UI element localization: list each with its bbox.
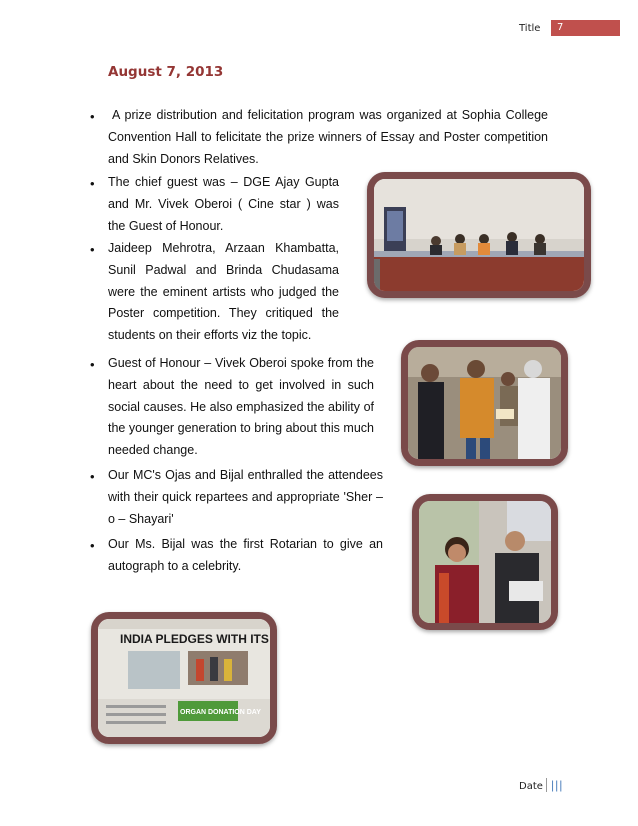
- newspaper-caption: ORGAN DONATION DAY: [180, 709, 261, 716]
- photo-award-handover: [401, 340, 568, 466]
- photo-newspaper-clipping: [91, 612, 277, 744]
- bullet-5: Our MC's Ojas and Bijal enthralled the attendees with their quick repartees and appropriate 'Sher – o – Shayari': [108, 468, 383, 526]
- bullet-icon: •: [90, 176, 95, 191]
- bullet-6: Our Ms. Bijal was the first Rotarian to give an autograph to a celebrity.: [108, 537, 383, 573]
- bullet-icon: •: [90, 538, 95, 553]
- bullet-icon: •: [90, 469, 95, 484]
- bullet-icon: •: [90, 242, 95, 257]
- header-title: Title: [519, 23, 541, 34]
- photo-stage-panel: [367, 172, 591, 298]
- bullet-2: The chief guest was – DGE Ajay Gupta and Mr. Vivek Oberoi ( Cine star ) was the Guest of Honour.: [108, 175, 339, 233]
- bullet-icon: •: [90, 109, 95, 124]
- bullet-3: Jaideep Mehrotra, Arzaan Khambatta, Sunil Padwal and Brinda Chudasama were the eminent artists who judged the Poster competition. They critiqued the students on their efforts viz the topic.: [108, 241, 339, 343]
- bullet-4: Guest of Honour – Vivek Oberoi spoke from the heart about the need to get involved in such social causes. He also emphasized the ability of the younger generation to bring about this much needed change.: [108, 356, 374, 458]
- event-date-heading: August 7, 2013: [108, 64, 224, 80]
- page-number-badge: 7: [551, 20, 620, 36]
- bullet-icon: •: [90, 357, 95, 372]
- footer-bars: |||: [546, 778, 563, 792]
- bullet-1: A prize distribution and felicitation program was organized at Sophia College Convention Hall to felicitate the prize winners of Essay and Poster competition and Skin Donors Relatives.: [108, 108, 548, 166]
- newspaper-headline: INDIA PLEDGES WITH ITS: [120, 632, 269, 646]
- photo-bijal-celebrity: [412, 494, 558, 630]
- footer-date-label: Date: [519, 781, 543, 792]
